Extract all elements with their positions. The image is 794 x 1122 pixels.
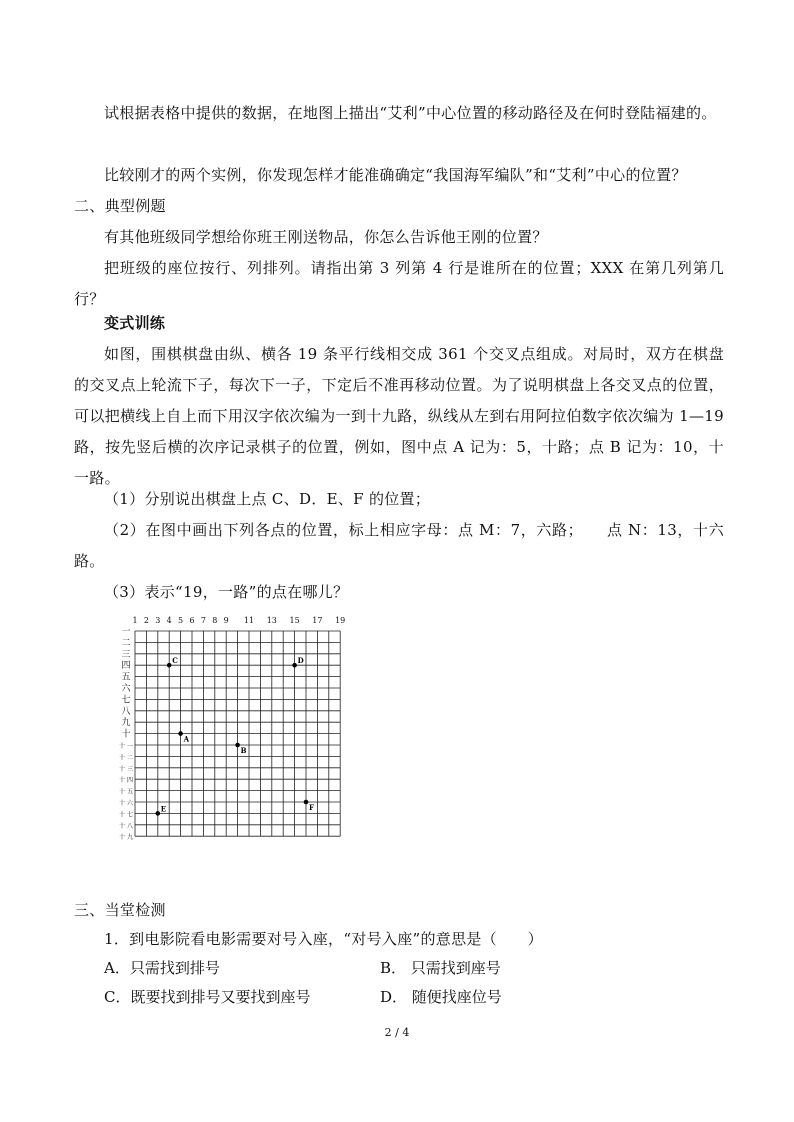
- board-column-label: 7: [200, 616, 206, 625]
- board-row-label: 五: [121, 672, 131, 683]
- board-point-label: B: [240, 746, 247, 755]
- board-row-label: 十: [121, 729, 131, 740]
- board-row-label: 十四: [119, 777, 133, 785]
- board-row-label: 九: [121, 718, 131, 729]
- board-column-label: 5: [178, 616, 184, 625]
- board-row-label: 四: [121, 661, 131, 672]
- paragraph-track-path: 试根据表格中提供的数据，在地图上描出“艾利”中心位置的移动路径及在何时登陆福建的。: [104, 104, 717, 122]
- board-column-label: 4: [166, 616, 172, 625]
- test-question-1: 1．到电影院看电影需要对号入座，“对号入座”的意思是（ ）: [104, 930, 543, 948]
- board-column-label: 1: [132, 616, 138, 625]
- board-point-label: E: [160, 804, 167, 814]
- board-column-label: 13: [266, 616, 277, 625]
- board-row-label: 十六: [119, 800, 133, 807]
- section-heading-test: 三、当堂检测: [74, 901, 166, 919]
- choice-d: D． 随便找座位号: [380, 988, 502, 1006]
- board-point-b: [235, 743, 240, 748]
- board-row-label: 十二: [119, 754, 133, 762]
- board-column-label: 15: [289, 616, 300, 625]
- paragraph-wang-gang: 有其他班级同学想给你班王刚送物品，你怎么告诉他王刚的位置？: [104, 228, 548, 246]
- board-column-label: 9: [223, 616, 229, 625]
- board-row-label: 十七: [119, 811, 133, 819]
- board-point-e: [156, 811, 161, 816]
- go-board: [116, 612, 356, 844]
- board-row-label: 十九: [119, 834, 133, 842]
- board-point-a: [178, 731, 183, 736]
- board-row-label: 三: [121, 649, 131, 660]
- board-point-f: [304, 800, 309, 805]
- go-board-figure: [116, 612, 356, 844]
- section-heading-examples: 二、典型例题: [74, 197, 166, 215]
- board-column-label: 3: [155, 616, 161, 625]
- board-row-label: 十一: [119, 743, 133, 750]
- variant-training-title: 变式训练: [104, 314, 166, 332]
- board-column-label: 11: [243, 616, 255, 625]
- board-point-label: F: [309, 803, 314, 812]
- question-1: （1）分别说出棋盘上点 C、D．E、F 的位置；: [104, 490, 431, 508]
- board-column-label: 8: [212, 616, 218, 625]
- board-column-label: 17: [312, 616, 323, 625]
- choice-b: B． 只需找到座号: [380, 959, 501, 977]
- board-point-label: A: [183, 734, 190, 744]
- choice-a: A．只需找到排号: [104, 959, 220, 977]
- board-row-label: 十八: [119, 822, 133, 830]
- paragraph-compare-examples: 比较刚才的两个实例，你发现怎样才能准确确定“我国海军编队”和“艾利”中心的位置？: [104, 166, 687, 184]
- board-column-label: 6: [189, 616, 195, 625]
- board-column-label: 2: [143, 616, 149, 625]
- board-row-label: 一: [121, 627, 131, 637]
- board-row-label: 八: [121, 706, 131, 717]
- board-row-label: 十五: [119, 788, 133, 796]
- question-2: （2）在图中画出下列各点的位置，标上相应字母：点 M：7，六路； 点 N：13，十六路。: [74, 521, 724, 570]
- board-row-label: 七: [121, 695, 131, 706]
- board-point-d: [292, 663, 297, 668]
- paragraph-seat-arrangement: 把班级的座位按行、列排列。请指出第 3 列第 4 行是谁所在的位置；XXX 在第几列第几行？: [74, 259, 724, 308]
- board-row-label: 十三: [119, 765, 133, 773]
- page-number: 2 / 4: [384, 1026, 410, 1039]
- board-point-label: D: [297, 656, 304, 666]
- board-point-c: [167, 663, 172, 668]
- board-row-label: 二: [121, 638, 131, 649]
- board-column-label: 19: [335, 616, 346, 625]
- paragraph-go-board: 如图，围棋棋盘由纵、横各 19 条平行线相交成 361 个交叉点组成。对局时，双方在棋盘的交叉点上轮流下子，每次下一子，下定后不准再移动位置。为了说明棋盘上各交叉点的位置，可以把横线上自上而下用汉字依次编为一到十九路，纵线从左到右用阿拉伯数字依次编为 1—19 路，按先竖后横的次序记录棋子的位置，例如，图中点 A 记为：5，十路；点 B 记为：10，十一路。: [74, 345, 724, 487]
- question-3: （3）表示“19，一路”的点在哪儿？: [104, 583, 349, 601]
- board-point-label: C: [172, 656, 178, 666]
- board-row-label: 六: [121, 684, 131, 694]
- choice-c: C．既要找到排号又要找到座号: [104, 988, 311, 1006]
